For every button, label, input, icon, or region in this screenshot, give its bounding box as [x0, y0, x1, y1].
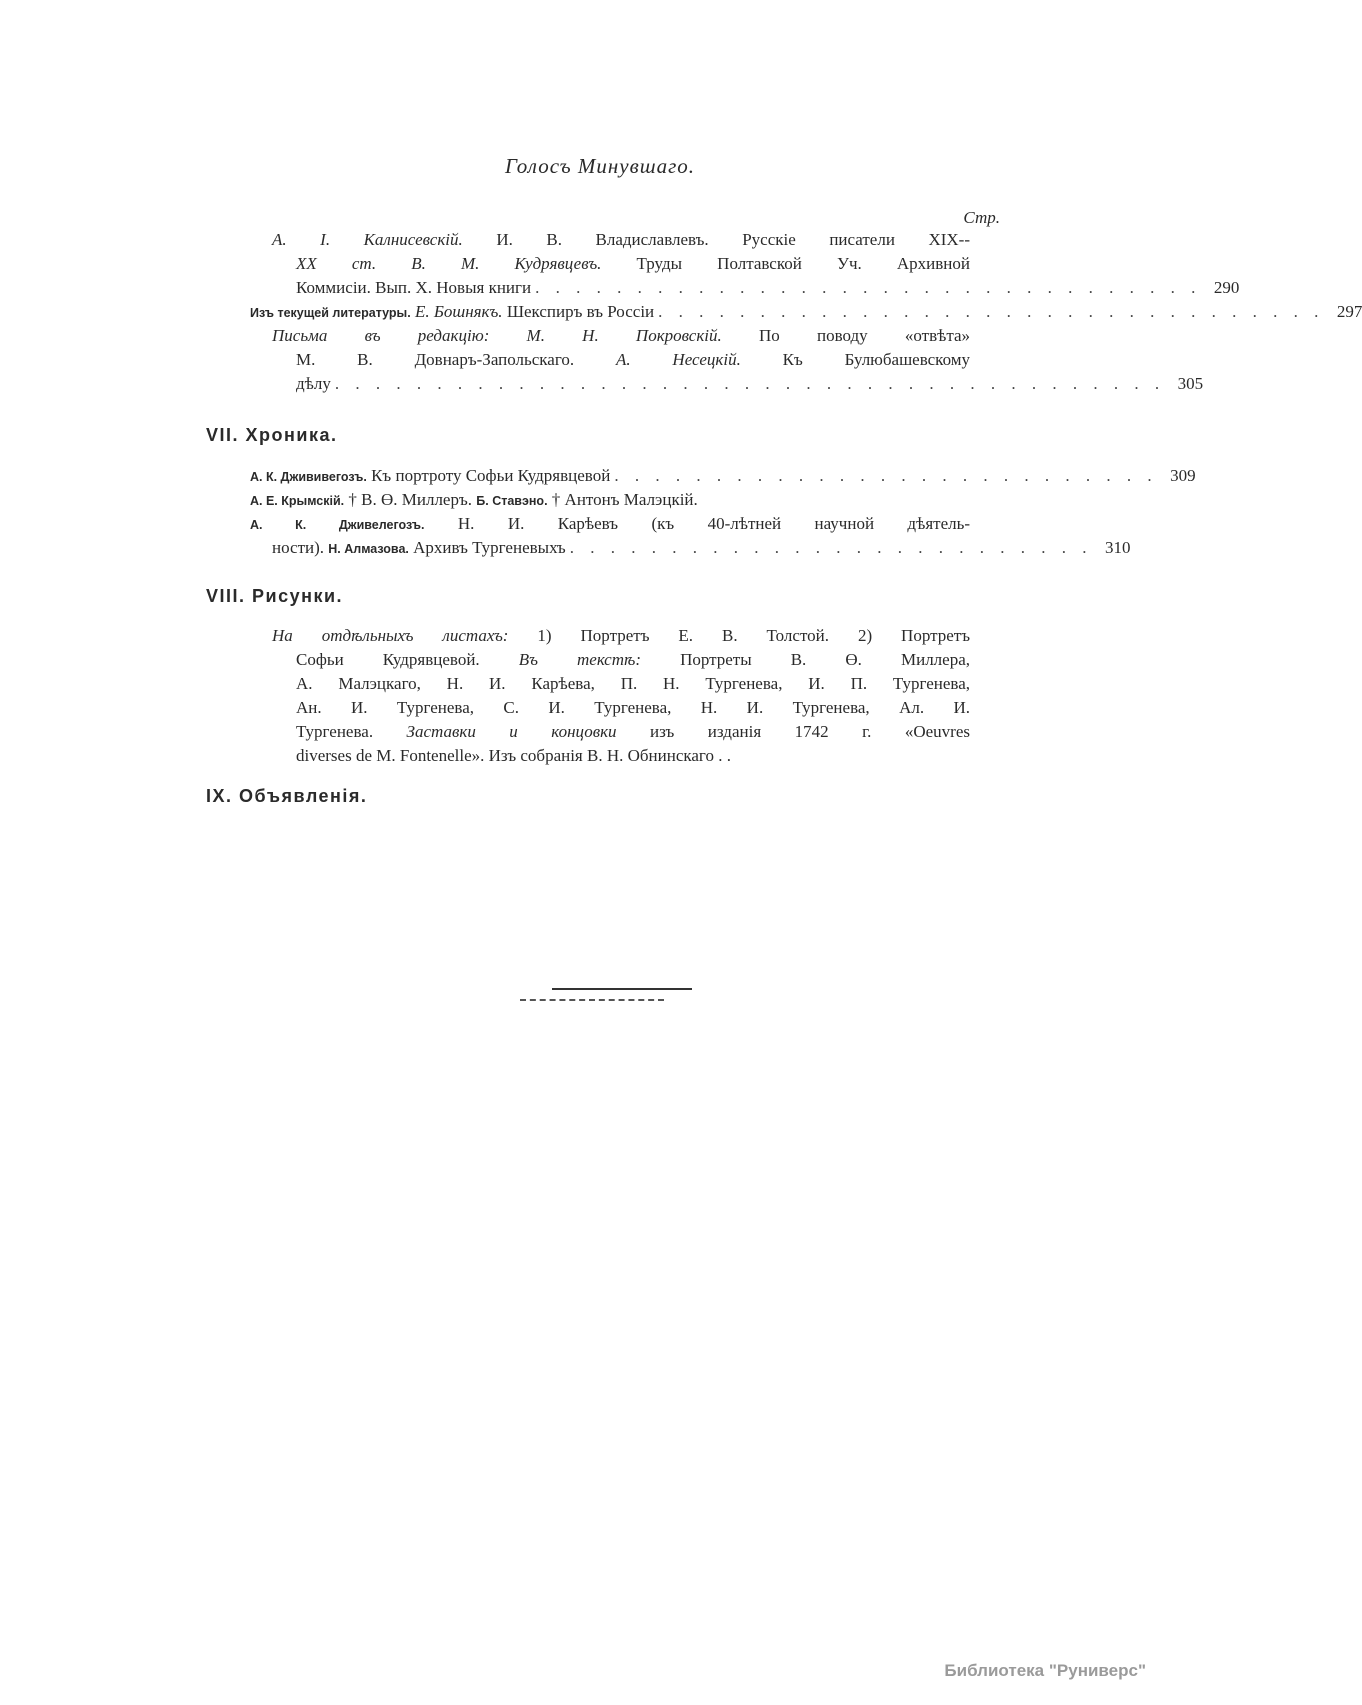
entry-author: А. К. Джививегозъ. — [250, 470, 367, 484]
entry-text: Архивъ Тургеневыхъ — [413, 538, 566, 557]
closing-rule — [552, 988, 692, 990]
toc-entry-dzhivelegov-kareev — [250, 512, 1131, 560]
entry-text: Ан. И. Тургенева, С. И. Тургенева, Н. И. Тургенева, Ал. И. — [296, 698, 970, 717]
entry-text-italic: Письма въ редакцію: М. Н. Покровскій. — [272, 326, 722, 345]
section-heading-illustrations: VIII. Рисунки. — [206, 586, 344, 606]
page-number: 297 — [1336, 302, 1362, 321]
entry-text-italic: Въ текстѣ: — [518, 650, 641, 669]
entry-author: А. Е. Крымскій. — [250, 494, 345, 508]
entry-text: Портреты В. Ө. Миллера, — [680, 650, 970, 669]
page-number: 309 — [1170, 466, 1196, 485]
entry-text: По поводу «отвѣта» — [759, 326, 971, 345]
entry-text-italic: На отдѣльныхъ листахъ: — [272, 626, 509, 645]
entry-text: diverses de M. Fontenelle». Изъ собранія В. Н. Обнинскаго . . — [296, 746, 731, 765]
entry-text: изъ изданія 1742 г. «Oeuvres — [650, 722, 970, 741]
entry-text: ности). — [272, 538, 325, 557]
entry-text: М. В. Довнаръ-Запольскаго. — [296, 350, 575, 369]
entry-text: И. В. Владиславлевъ. Русскіе писатели XIX-- — [496, 230, 971, 249]
dot-leader: . . . . . . . . . . . . . . . . . . . . . . . . . . . . . . . . . — [535, 278, 1202, 297]
entry-author: А. I. Калнисевскій. — [272, 230, 463, 249]
library-watermark: Библиотека "Руниверс" — [944, 1661, 1146, 1680]
entry-text: † В. Ө. Миллеръ. — [348, 490, 473, 509]
toc-entry-illustrations-list — [272, 624, 970, 768]
entry-text: Софьи Кудрявцевой. — [296, 650, 480, 669]
entry-text: А. Малэцкаго, Н. И. Карѣева, П. Н. Тургенева, И. П. Тургенева, — [296, 674, 970, 693]
dot-leader: . . . . . . . . . . . . . . . . . . . . . . . . . . — [569, 538, 1093, 557]
entry-author: Б. Ставэно. — [476, 494, 548, 508]
entry-text: дѣлу — [296, 374, 331, 393]
page-number: 290 — [1213, 278, 1240, 297]
toc-entry-kalnisevsky — [272, 228, 1240, 300]
toc-entry-current-literature — [250, 300, 1362, 324]
entry-text: Тургенева. — [296, 722, 374, 741]
entry-author: А. К. Дживелегозъ. — [250, 518, 425, 532]
entry-author: Е. Бошнякъ. — [414, 302, 503, 321]
entry-author: Н. Алмазова. — [328, 542, 409, 556]
entry-text: Шекспиръ въ Россіи — [506, 302, 655, 321]
entry-author: А. Несецкій. — [615, 350, 741, 369]
section-heading-chronicle: VII. Хроника. — [206, 425, 338, 445]
dot-leader: . . . . . . . . . . . . . . . . . . . . . . . . . . . . . . . . . . . . . . . . . — [334, 374, 1166, 393]
toc-entry-dzhivelegov-portrait — [250, 464, 1196, 488]
page-column-label: Стр. — [963, 208, 1000, 227]
entry-text: Н. И. Карѣевъ (къ 40-лѣтней научной дѣятель- — [457, 514, 971, 533]
entry-text-italic: XX ст. — [296, 254, 377, 273]
dot-leader: . . . . . . . . . . . . . . . . . . . . . . . . . . . — [614, 466, 1158, 485]
entry-author: В. М. Кудрявцевъ. — [411, 254, 602, 273]
entry-text: Къ Булюбашевскому — [782, 350, 971, 369]
toc-entry-krymsky — [250, 488, 1004, 512]
running-title: Голосъ Минувшаго. — [504, 154, 696, 178]
entry-text: † Антонъ Малэцкій. — [551, 490, 698, 509]
dot-leader: . . . . . . . . . . . . . . . . . . . . . . . . . . . . . . . . . — [658, 302, 1325, 321]
entry-text: Труды Полтавской Уч. Архивной — [636, 254, 970, 273]
entry-heading: Изъ текущей литературы. — [250, 306, 411, 320]
closing-dashed-rule — [520, 999, 664, 1001]
page-number: 305 — [1177, 374, 1204, 393]
toc-entry-letters-to-editor — [272, 324, 1204, 396]
entry-text: Коммисіи. Вып. X. Новыя книги — [296, 278, 532, 297]
entry-text: 1) Портретъ Е. В. Толстой. 2) Портретъ — [537, 626, 970, 645]
entry-text: Къ портроту Софьи Кудрявцевой — [371, 466, 611, 485]
page-number: 310 — [1104, 538, 1131, 557]
entry-text-italic: Заставки и концовки — [406, 722, 617, 741]
section-heading-announcements: IX. Объявленія. — [206, 786, 368, 806]
